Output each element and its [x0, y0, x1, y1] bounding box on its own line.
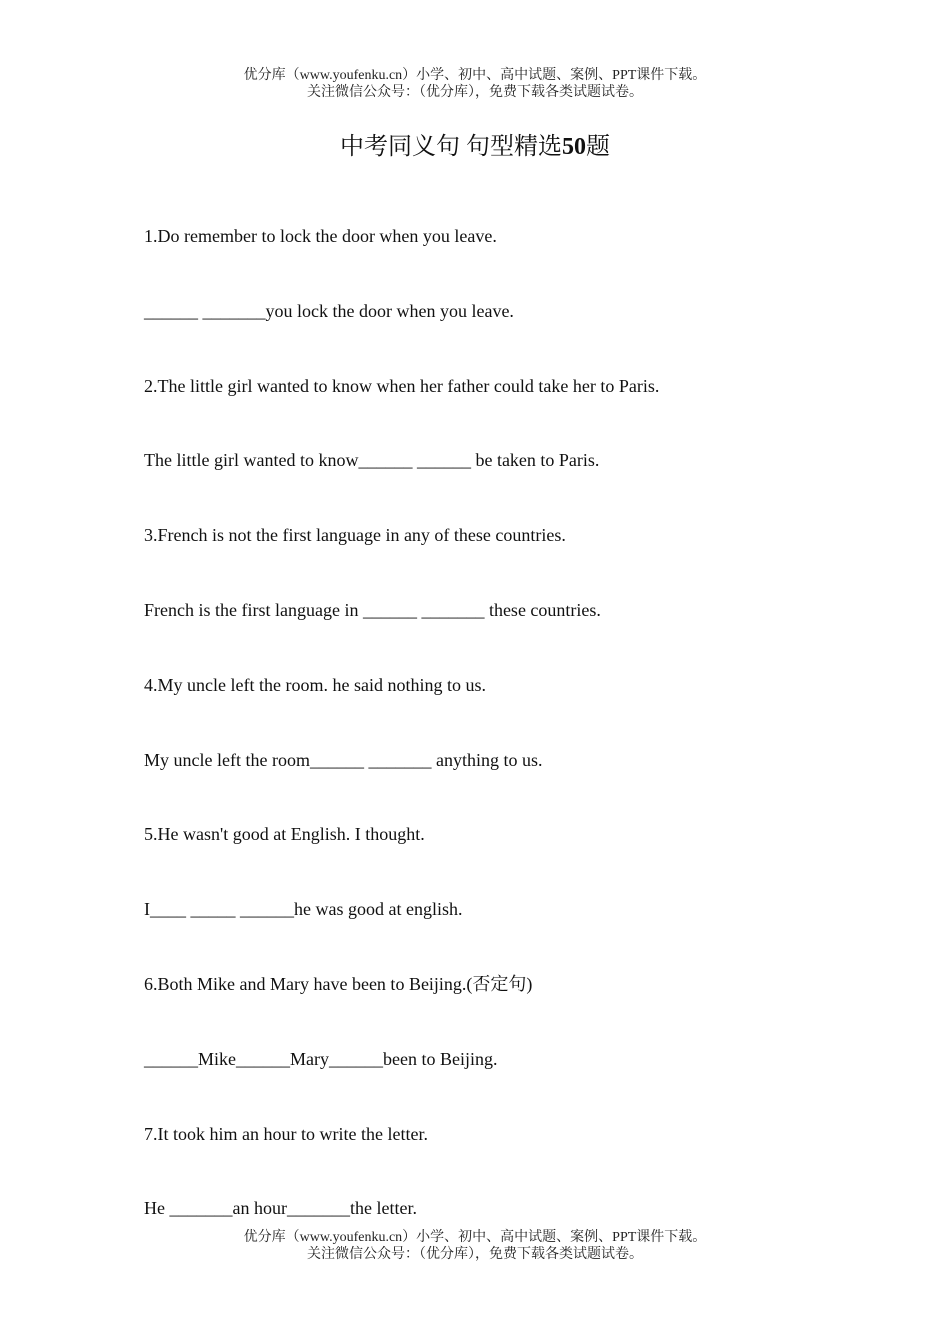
answer-blank-1: ______ _______you lock the door when you leave.: [144, 300, 514, 321]
page-footer: [0, 1229, 950, 1263]
exercise-list: [144, 222, 844, 1269]
question-3: 3.French is not the first language in any of these countries.: [144, 525, 566, 546]
document-title: [0, 130, 950, 164]
question-5: 5.He wasn't good at English. I thought.: [144, 824, 425, 845]
answer-blank-4: My uncle left the room______ _______ anything to us.: [144, 749, 543, 770]
title-number: 50: [562, 134, 586, 160]
answer-blank-5: I____ _____ ______he was good at english.: [144, 899, 463, 920]
question-2: 2.The little girl wanted to know when her father could take her to Paris.: [144, 375, 660, 396]
footer-line-2: 关注微信公众号：（优分库），免费下载各类试题试卷。: [307, 1247, 643, 1262]
answer-blank-7: He _______an hour_______the letter.: [144, 1198, 417, 1219]
answer-blank-6: ______Mike______Mary______been to Beijing.: [144, 1048, 498, 1069]
footer-line-1: 优分库（www.youfenku.cn）小学、初中、高中试题、案例、PPT课件下载。: [243, 1230, 707, 1245]
title-prefix: 中考同义句 句型精选: [340, 134, 562, 160]
question-6: 6.Both Mike and Mary have been to Beijing.(否定句): [144, 973, 533, 994]
answer-blank-2: The little girl wanted to know______ ______ be taken to Paris.: [144, 450, 600, 471]
title-suffix: 题: [586, 134, 610, 160]
question-1: 1.Do remember to lock the door when you leave.: [144, 226, 497, 246]
header-line-1: 优分库（www.youfenku.cn）小学、初中、高中试题、案例、PPT课件下载。: [243, 68, 707, 83]
question-7: 7.It took him an hour to write the letter.: [144, 1123, 428, 1144]
question-4: 4.My uncle left the room. he said nothing to us.: [144, 674, 486, 695]
answer-blank-3: French is the first language in ______ _______ these countries.: [144, 599, 601, 620]
header-line-2: 关注微信公众号：（优分库），免费下载各类试题试卷。: [307, 85, 643, 100]
page-header: [0, 67, 950, 101]
